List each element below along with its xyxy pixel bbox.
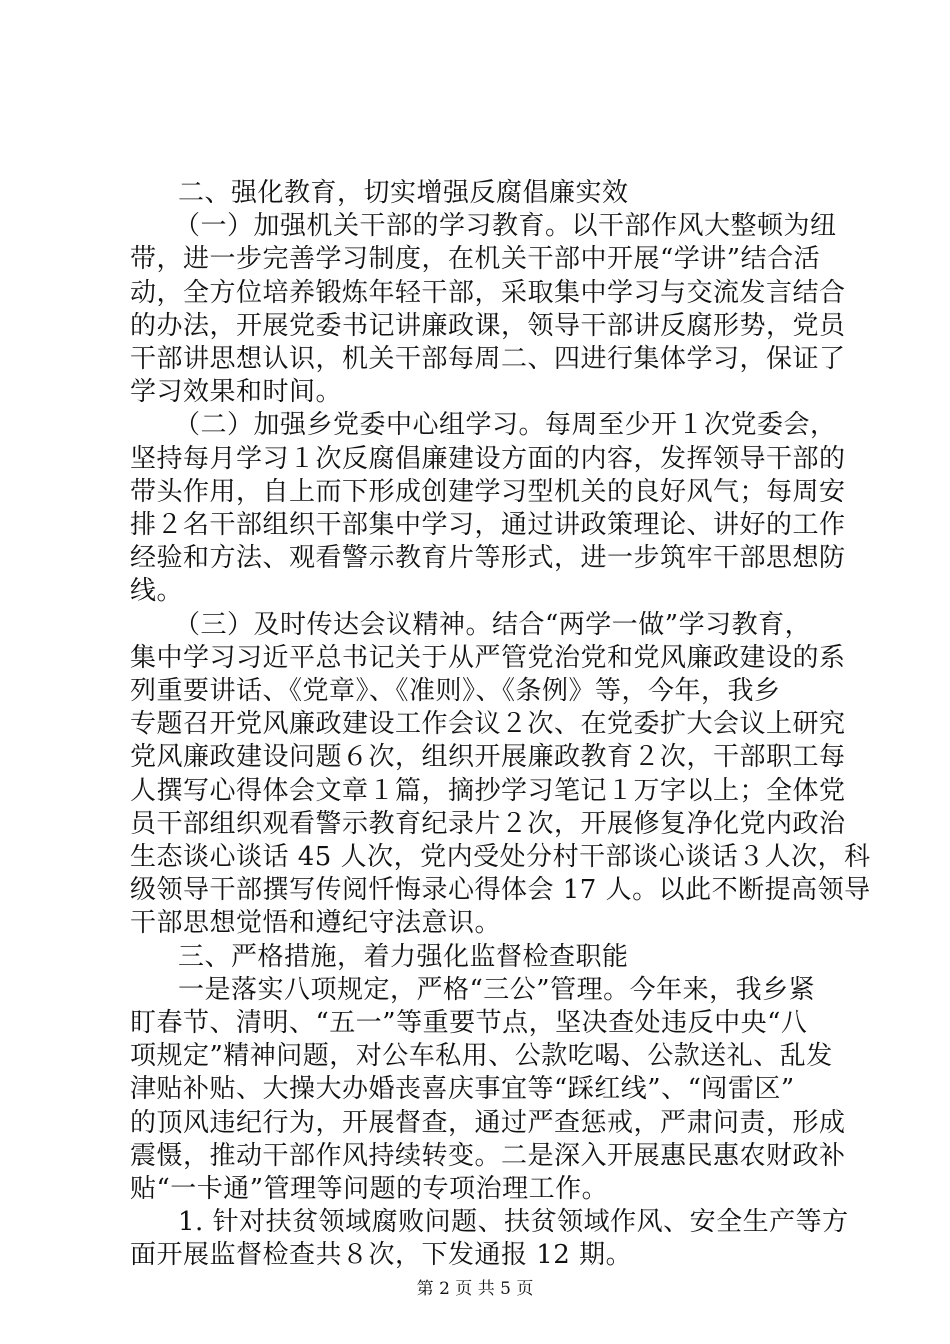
paragraph-line: （三）及时传达会议精神。结合“两学一做”学习教育，: [174, 609, 812, 640]
section-heading: 二、强化教育，切实增强反腐倡廉实效: [178, 178, 629, 208]
paragraph-line: 动，全方位培养锻炼年轻干部，采取集中学习与交流发言结合: [130, 277, 846, 308]
paragraph-line: （一）加强机关干部的学习教育。以干部作风大整顿为纽: [174, 211, 837, 242]
paragraph-line: 盯春节、清明、“五一”等重要节点，坚决查处违反中央“八: [130, 1008, 808, 1038]
paragraph-line: 干部思想觉悟和遵纪守法意识。: [130, 908, 502, 939]
paragraph-line: 党风廉政建设问题６次，组织开展廉政教育２次，干部职工每: [130, 742, 846, 773]
paragraph-line: 项规定”精神问题，对公车私用、公款吃喝、公款送礼、乱发: [130, 1041, 833, 1072]
paragraph-line: 一是落实八项规定，严格“三公”管理。今年来，我乡紧: [178, 974, 816, 1005]
paragraph-line: 面开展监督检查共８次，下发通报 12 期。: [130, 1240, 633, 1271]
paragraph-line: 列重要讲话、《党章》、《准则》、《条例》等，今年，我乡: [130, 676, 781, 706]
paragraph-line: 带头作用，自上而下形成创建学习型机关的良好风气；每周安: [130, 476, 846, 507]
paragraph-line: 津贴补贴、大操大办婚丧喜庆事宜等“踩红线”、“闯雷区”: [130, 1074, 795, 1105]
paragraph-line: 1. 针对扶贫领域腐败问题、扶贫领域作风、安全生产等方: [178, 1207, 849, 1238]
paragraph-line: 排２名干部组织干部集中学习，通过讲政策理论、讲好的工作: [130, 510, 846, 540]
paragraph-line: 震慑，推动干部作风持续转变。二是深入开展惠民惠农财政补: [130, 1140, 846, 1171]
paragraph-line: 干部讲思想认识，机关干部每周二、四进行集体学习，保证了: [130, 344, 846, 374]
paragraph-line: 级领导干部撰写传阅忏悔录心得体会 17 人。以此不断提高领导: [130, 875, 871, 906]
paragraph-line: 带，进一步完善学习制度，在机关干部中开展“学讲”结合活: [130, 244, 821, 275]
paragraph-line: 集中学习习近平总书记关于从严管党治党和党风廉政建设的系: [130, 642, 846, 673]
paragraph-line: 的办法，开展党委书记讲廉政课，领导干部讲反腐形势，党员: [130, 310, 846, 341]
paragraph-line: 经验和方法、观看警示教育片等形式，进一步筑牢干部思想防: [130, 543, 846, 574]
page-number-footer: 第 2 页 共 5 页: [416, 1279, 534, 1299]
paragraph-line: 贴“一卡通”管理等问题的专项治理工作。: [130, 1174, 609, 1204]
paragraph-line: 的顶风违纪行为，开展督查，通过严查惩戒，严肃问责，形成: [130, 1107, 846, 1138]
paragraph-line: 学习效果和时间。: [130, 377, 343, 408]
paragraph-line: 线。: [130, 576, 184, 607]
paragraph-line: 生态谈心谈话 45 人次，党内受处分村干部谈心谈话３人次，科: [130, 842, 871, 872]
section-heading: 三、严格措施，着力强化监督检查职能: [178, 941, 629, 972]
paragraph-line: 员干部组织观看警示教育纪录片２次，开展修复净化党内政治: [130, 808, 846, 839]
paragraph-line: （二）加强乡党委中心组学习。每周至少开１次党委会，: [174, 410, 837, 441]
paragraph-line: 专题召开党风廉政建设工作会议２次、在党委扩大会议上研究: [130, 709, 846, 740]
paragraph-line: 人撰写心得体会文章１篇，摘抄学习笔记１万字以上；全体党: [130, 775, 846, 806]
paragraph-line: 坚持每月学习１次反腐倡廉建设方面的内容，发挥领导干部的: [130, 443, 846, 474]
